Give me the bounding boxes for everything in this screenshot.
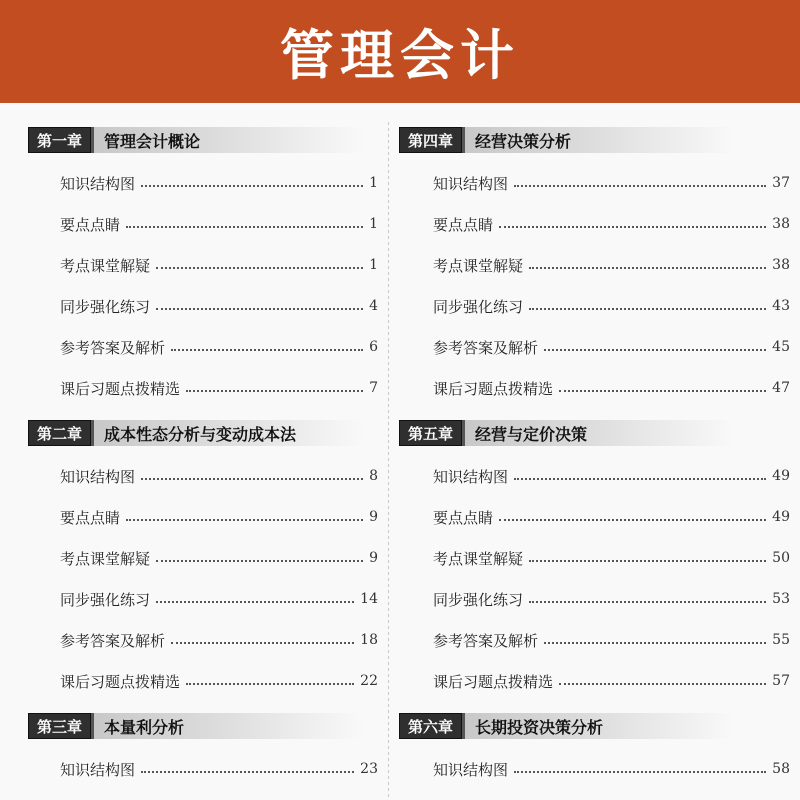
chapter-heading [399,420,735,446]
entry-label: 知识结构图 [60,467,136,486]
chapter-heading [28,127,364,153]
entry-label: 要点点睛 [433,215,494,234]
entry-label: 课后习题点拨精选 [433,672,554,691]
page-number: 14 [360,591,378,607]
entry-label: 参考答案及解析 [433,631,539,650]
chapter-title: 经营决策分析 [462,127,735,153]
chapter-heading [28,713,364,739]
dot-leader [156,560,363,562]
page-number: 22 [360,673,378,689]
chapter-number: 第五章 [399,420,462,446]
toc-entry[interactable] [433,587,790,611]
page-number: 43 [772,298,790,314]
page-number: 57 [772,673,790,689]
entry-label: 考点课堂解疑 [60,256,151,275]
entry-label: 参考答案及解析 [433,338,539,357]
chapter-number: 第四章 [399,127,462,153]
toc-content [0,103,800,800]
entry-label: 要点点睛 [433,508,494,527]
chapter-heading [399,713,735,739]
toc-entry[interactable] [60,335,378,359]
toc-entry[interactable] [433,669,790,693]
page-number: 7 [369,380,378,396]
title-banner [0,0,800,103]
page-number: 49 [772,468,790,484]
page-number: 4 [369,298,378,314]
dot-leader [529,267,766,269]
page-number: 6 [369,339,378,355]
page-number: 55 [772,632,790,648]
dot-leader [156,308,363,310]
toc-entry[interactable] [433,253,790,277]
page-number: 45 [772,339,790,355]
toc-entry[interactable] [60,757,378,781]
dot-leader [559,390,766,392]
page-number: 49 [772,509,790,525]
chapter-title: 成本性态分析与变动成本法 [91,420,364,446]
page-number: 58 [772,761,790,777]
dot-leader [514,478,766,480]
toc-entry[interactable] [433,376,790,400]
dot-leader [514,771,766,773]
entry-label: 考点课堂解疑 [433,256,524,275]
page-number: 8 [369,468,378,484]
entry-label: 要点点睛 [60,508,121,527]
dot-leader [156,267,363,269]
toc-entry[interactable] [60,171,378,195]
toc-entry[interactable] [60,505,378,529]
toc-entry[interactable] [60,464,378,488]
page-number: 1 [369,257,378,273]
toc-entry[interactable] [60,253,378,277]
toc-entry[interactable] [433,464,790,488]
entry-label: 参考答案及解析 [60,338,166,357]
dot-leader [544,349,766,351]
page-number: 37 [772,175,790,191]
chapter-title: 管理会计概论 [91,127,364,153]
toc-entry[interactable] [60,212,378,236]
entry-label: 同步强化练习 [60,590,151,609]
dot-leader [171,349,363,351]
entry-label: 同步强化练习 [433,590,524,609]
toc-entry[interactable] [60,587,378,611]
toc-entry[interactable] [433,171,790,195]
chapter-number: 第三章 [28,713,91,739]
chapter-heading [399,127,735,153]
entry-label: 课后习题点拨精选 [60,379,181,398]
dot-leader [499,519,766,521]
entry-label: 知识结构图 [60,174,136,193]
dot-leader [141,478,363,480]
dot-leader [186,390,363,392]
entry-label: 课后习题点拨精选 [60,672,181,691]
column-divider [388,122,389,800]
chapter-title: 经营与定价决策 [462,420,735,446]
chapter-title: 本量利分析 [91,713,364,739]
entry-label: 要点点睛 [60,215,121,234]
toc-entry[interactable] [433,546,790,570]
page-number: 47 [772,380,790,396]
toc-entry[interactable] [433,212,790,236]
entry-label: 考点课堂解疑 [433,549,524,568]
dot-leader [499,226,766,228]
entry-label: 课后习题点拨精选 [433,379,554,398]
entry-label: 知识结构图 [433,760,509,779]
dot-leader [529,601,766,603]
dot-leader [156,601,354,603]
entry-label: 知识结构图 [433,467,509,486]
page-number: 18 [360,632,378,648]
dot-leader [544,642,766,644]
dot-leader [514,185,766,187]
entry-label: 知识结构图 [433,174,509,193]
dot-leader [559,683,766,685]
page-number: 1 [369,216,378,232]
page-number: 23 [360,761,378,777]
dot-leader [171,642,354,644]
page-number: 38 [772,216,790,232]
dot-leader [126,519,363,521]
toc-entry[interactable] [433,757,790,781]
toc-entry[interactable] [433,628,790,652]
toc-entry[interactable] [433,335,790,359]
entry-label: 同步强化练习 [433,297,524,316]
toc-entry[interactable] [433,294,790,318]
toc-entry[interactable] [433,505,790,529]
page-number: 9 [369,550,378,566]
dot-leader [529,560,766,562]
chapter-number: 第六章 [399,713,462,739]
toc-entry[interactable] [60,669,378,693]
page-number: 1 [369,175,378,191]
page-number: 53 [772,591,790,607]
entry-label: 考点课堂解疑 [60,549,151,568]
page-number: 38 [772,257,790,273]
chapter-heading [28,420,364,446]
entry-label: 同步强化练习 [60,297,151,316]
dot-leader [186,683,354,685]
toc-entry[interactable] [60,294,378,318]
dot-leader [529,308,766,310]
chapter-number: 第二章 [28,420,91,446]
dot-leader [141,771,354,773]
page-title: 管理会计 [280,24,520,87]
chapter-title: 长期投资决策分析 [462,713,735,739]
entry-label: 知识结构图 [60,760,136,779]
entry-label: 参考答案及解析 [60,631,166,650]
page-number: 50 [772,550,790,566]
dot-leader [141,185,363,187]
page-number: 9 [369,509,378,525]
chapter-number: 第一章 [28,127,91,153]
toc-entry[interactable] [60,628,378,652]
toc-entry[interactable] [60,546,378,570]
dot-leader [126,226,363,228]
toc-entry[interactable] [60,376,378,400]
